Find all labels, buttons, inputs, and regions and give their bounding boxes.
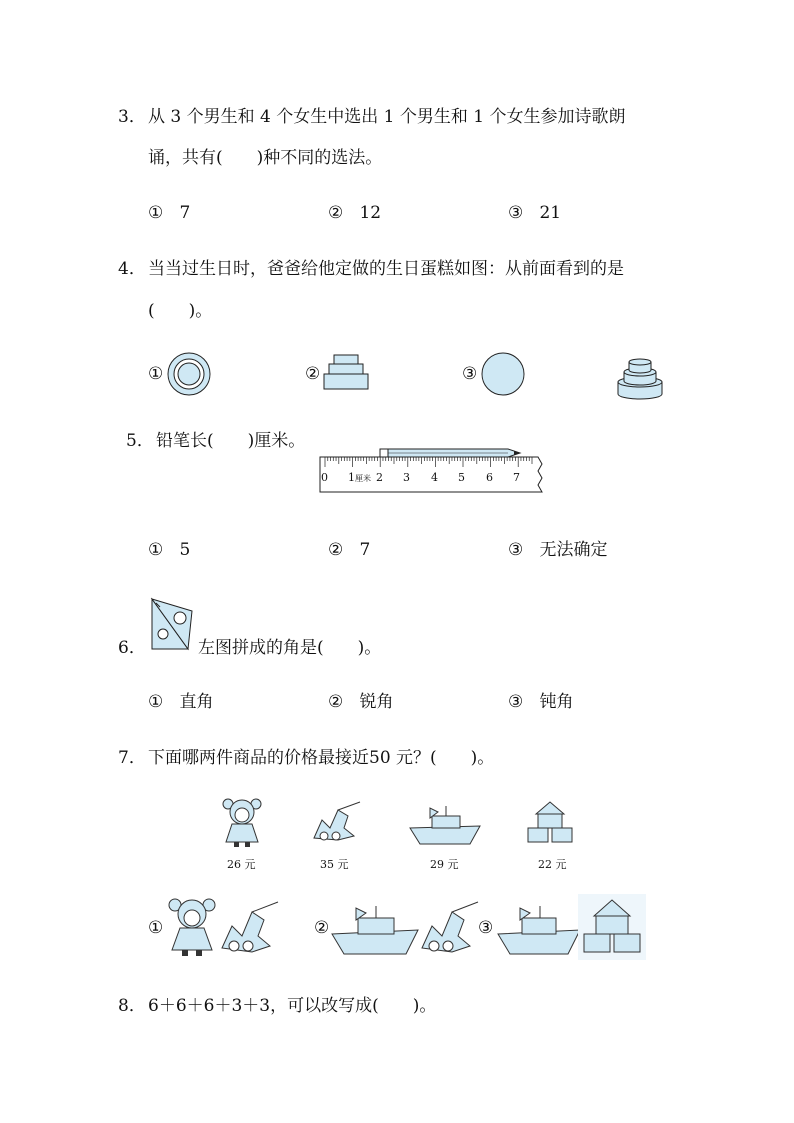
price-doll: 26 元 [227,858,256,871]
q3-line1: 从 3 个男生和 4 个女生中选出 1 个男生和 1 个女生参加诗歌朗 [148,107,626,127]
price-ship: 29 元 [430,858,459,871]
q6-number: 6． [118,638,146,658]
ruler-tick-6: 6 [486,471,493,484]
q3-number: 3． [118,107,146,127]
q6-option-2[interactable]: ② 锐角 [328,692,394,712]
ruler-unit-label: 厘米 [355,474,371,483]
ruler-tick-0: 0 [321,471,328,484]
q6-option-1[interactable]: ① 直角 [148,692,214,712]
q3-option-3[interactable]: ③ 21 [508,203,562,223]
q7-number: 7． [118,748,146,768]
q3-option-1[interactable]: ① 7 [148,203,191,223]
option3-ship-icon [496,906,584,958]
option3-building-blocks-icon [578,894,646,960]
price-blocks: 22 元 [538,858,567,871]
cake-3d-icon [614,352,666,400]
ruler-tick-3: 3 [403,471,410,484]
q5-option-2[interactable]: ② 7 [328,540,371,560]
q7-option-1[interactable]: ① [148,918,164,938]
q4-option-1[interactable]: ① [148,364,164,384]
ruler-tick-4: 4 [431,471,438,484]
ruler-tick-1: 1 [348,471,355,484]
building-blocks-icon [524,800,578,844]
cake-top-view-icon [166,352,214,396]
q5-text: 铅笔长( )厘米。 [156,431,306,451]
q5-option-3[interactable]: ③ 无法确定 [508,540,608,560]
triangle-rulers-angle-icon [150,597,196,653]
option1-robot-icon [216,898,280,956]
q6-text: 左图拼成的角是( )。 [198,638,382,658]
ruler-tick-5: 5 [458,471,465,484]
q4-option-3[interactable]: ③ [462,364,478,384]
q7-option-3[interactable]: ③ [478,918,494,938]
q4-line2: ( )。 [148,301,213,321]
option1-doll-icon [166,896,218,958]
cake-circle-view-icon [481,352,527,396]
q5-number: 5． [126,431,154,451]
robot-icon [308,798,362,844]
q7-option-2[interactable]: ② [314,918,330,938]
q4-number: 4． [118,259,146,279]
price-robot: 35 元 [320,858,349,871]
q7-text: 下面哪两件商品的价格最接近50 元？( )。 [148,748,495,768]
option2-ship-icon [330,906,422,958]
q6-option-3[interactable]: ③ 钝角 [508,692,574,712]
doll-icon [220,796,264,848]
q8-text: 6＋6＋6＋3＋3，可以改写成( )。 [148,996,437,1016]
q3-line2: 诵，共有( )种不同的选法。 [148,148,383,168]
cake-front-view-icon [323,354,371,392]
q3-option-2[interactable]: ② 12 [328,203,382,223]
ruler-tick-7: 7 [513,471,520,484]
ruler-tick-2: 2 [376,471,383,484]
q8-number: 8． [118,996,146,1016]
q4-option-2[interactable]: ② [305,364,321,384]
q4-line1: 当当过生日时，爸爸给他定做的生日蛋糕如图：从前面看到的是 [148,259,624,279]
q5-option-1[interactable]: ① 5 [148,540,191,560]
option2-robot-icon [416,898,480,956]
ship-icon [408,806,484,848]
